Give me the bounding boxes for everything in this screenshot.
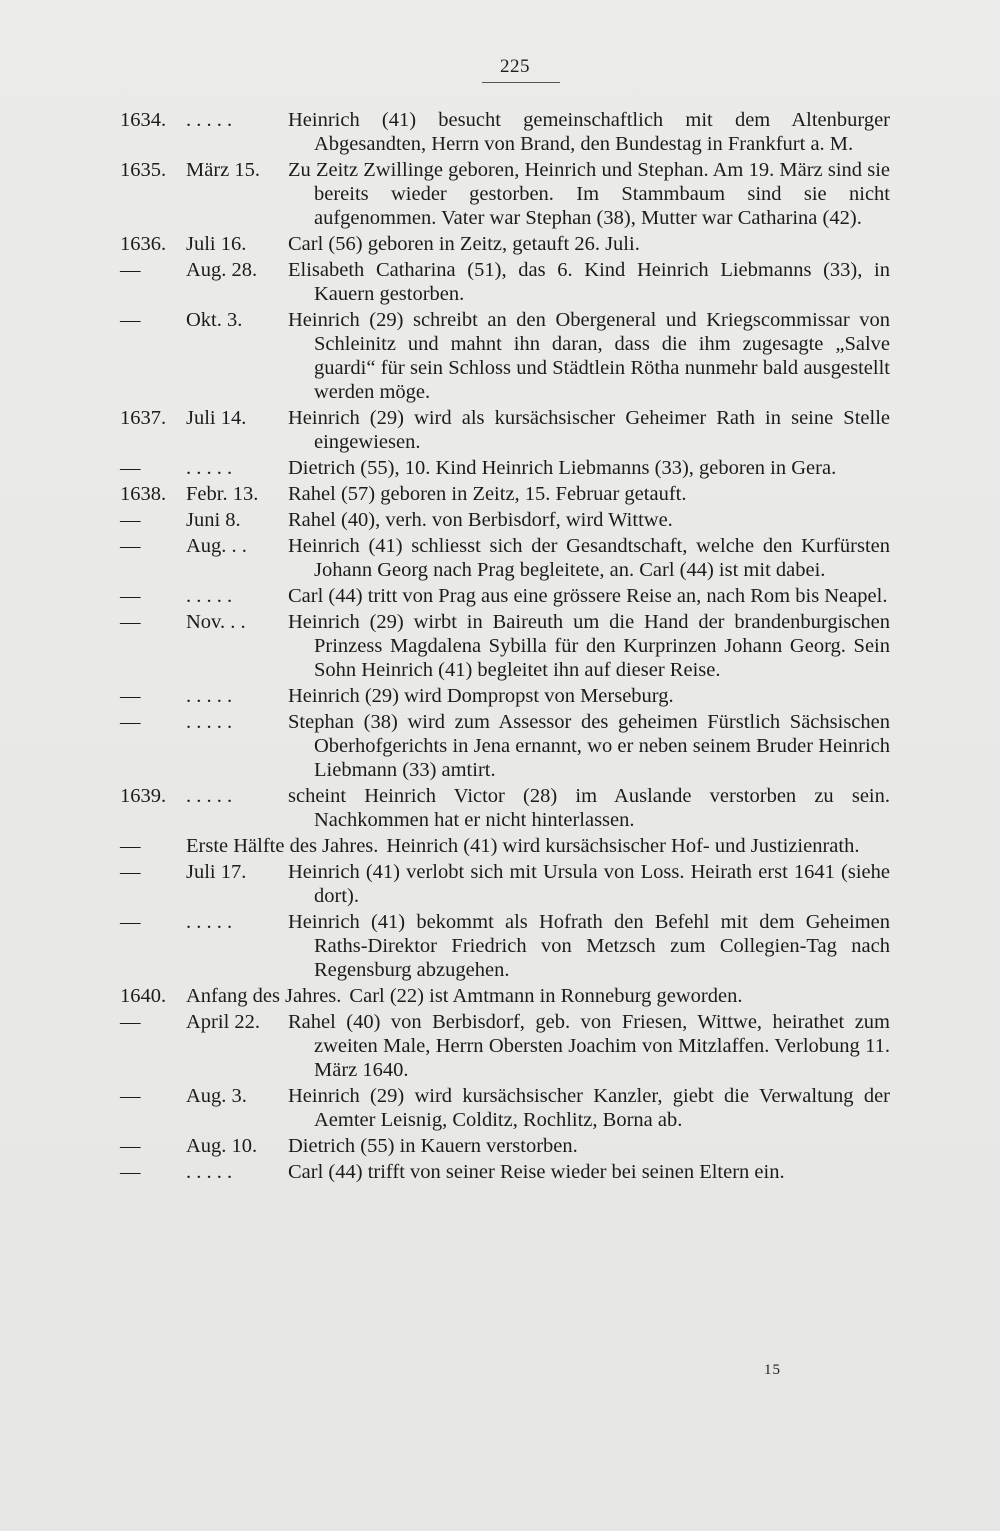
entry-date: Juni 8.: [186, 509, 241, 531]
chronicle-entry: [120, 534, 890, 582]
chronicle-entry: [120, 232, 890, 256]
chronicle-entry: [120, 406, 890, 454]
entry-year: —: [120, 309, 141, 331]
entry-year: —: [120, 1135, 141, 1157]
entry-year: —: [120, 1011, 141, 1033]
entry-year: —: [120, 535, 141, 557]
entry-text: Heinrich (41) schliesst sich der Gesandtschaft, welche den Kurfürsten Johann Georg nach Prag begleitete, an. Carl (44) ist mit dabei.: [288, 535, 890, 581]
entry-text: Zu Zeitz Zwillinge geboren, Heinrich und Stephan. Am 19. März sind sie bereits wieder gestorben. Im Stammbaum sind sie nicht aufgenommen. Vater war Stephan (38), Mutter war Catharina (42).: [288, 159, 890, 229]
chronicle-entry: [120, 482, 890, 506]
chronicle-entry: [120, 684, 890, 708]
chronicle-entry: [120, 108, 890, 156]
entry-date: Aug. . .: [186, 535, 247, 557]
entry-date: . . . . .: [186, 457, 233, 479]
entry-year: 1639.: [120, 785, 167, 807]
entry-text: Carl (44) tritt von Prag aus eine grössere Reise an, nach Rom bis Neapel.: [288, 585, 888, 607]
entry-text: Rahel (57) geboren in Zeitz, 15. Februar getauft.: [288, 483, 687, 505]
entry-text: Heinrich (29) wirbt in Baireuth um die Hand der brandenburgischen Prinzess Magdalena Sybilla für den Kurprinzen Johann Georg. Sein Sohn Heinrich (41) begleitet ihn auf dieser Reise.: [288, 611, 890, 681]
entry-date: . . . . .: [186, 685, 233, 707]
entry-year: —: [120, 685, 141, 707]
entry-year: 1637.: [120, 407, 167, 429]
chronicle-entry: [120, 456, 890, 480]
chronicle-entry: [120, 1160, 890, 1184]
entry-year: —: [120, 911, 141, 933]
entry-year: —: [120, 711, 141, 733]
entry-year: —: [120, 835, 141, 857]
chronicle-entry: [120, 1010, 890, 1082]
page-number-rule: [482, 82, 560, 83]
entry-year: —: [120, 457, 141, 479]
entry-date: März 15.: [186, 159, 261, 181]
entry-date: . . . . .: [186, 109, 233, 131]
entry-text: Heinrich (41) verlobt sich mit Ursula von Loss. Heirath erst 1641 (siehe dort).: [288, 861, 890, 907]
entry-text: scheint Heinrich Victor (28) im Auslande verstorben zu sein. Nachkommen hat er nicht hinterlassen.: [288, 785, 890, 831]
entry-date: . . . . .: [186, 711, 233, 733]
entry-year: 1634.: [120, 109, 167, 131]
entry-date: Aug. 28.: [186, 259, 258, 281]
entry-year: —: [120, 1161, 141, 1183]
entry-date: . . . . .: [186, 785, 233, 807]
entry-date: Nov. . .: [186, 611, 246, 633]
chronicle-entry: [120, 910, 890, 982]
entry-text: Dietrich (55) in Kauern verstorben.: [288, 1135, 578, 1157]
entry-date: Anfang des Jahres.: [186, 985, 342, 1007]
entry-year: 1636.: [120, 233, 167, 255]
entry-year: 1635.: [120, 159, 167, 181]
entry-date: . . . . .: [186, 911, 233, 933]
entry-text: Rahel (40) von Berbisdorf, geb. von Friesen, Wittwe, heirathet zum zweiten Male, Herrn Obersten Joachim von Mitzlaffen. Verlobung 11. März 1640.: [288, 1011, 890, 1081]
entry-year: —: [120, 611, 141, 633]
entry-text: Carl (44) trifft von seiner Reise wieder bei seinen Eltern ein.: [288, 1161, 785, 1183]
entry-year: —: [120, 1085, 141, 1107]
chronicle-entry: [120, 610, 890, 682]
entry-text: Stephan (38) wird zum Assessor des geheimen Fürstlich Sächsischen Oberhofgerichts in Jena ernannt, wo er neben seinem Bruder Heinrich Liebmann (33) amtirt.: [288, 711, 890, 781]
chronicle-entry: [120, 860, 890, 908]
chronicle-entry: [120, 258, 890, 306]
entry-date: April 22.: [186, 1011, 261, 1033]
entry-text: Heinrich (41) wird kursächsischer Hof- und Justizienrath.: [386, 835, 860, 857]
entry-year: 1638.: [120, 483, 167, 505]
entry-date: Aug. 10.: [186, 1135, 258, 1157]
chronicle-entry: [120, 584, 890, 608]
chronicle-entry: [120, 508, 890, 532]
chronicle-entry: [120, 784, 890, 832]
chronicle-entry: [120, 158, 890, 230]
chronicle-entry: [120, 308, 890, 404]
chronicle-entry: [120, 834, 890, 858]
entry-text: Carl (22) ist Amtmann in Ronneburg geworden.: [349, 985, 743, 1007]
entry-date: Juli 14.: [186, 407, 247, 429]
entry-year: —: [120, 509, 141, 531]
entry-text: Heinrich (29) wird kursächsischer Kanzler, giebt die Verwaltung der Aemter Leisnig, Colditz, Rochlitz, Borna ab.: [288, 1085, 890, 1131]
entry-text: Elisabeth Catharina (51), das 6. Kind Heinrich Liebmanns (33), in Kauern gestorben.: [288, 259, 890, 305]
entry-date: Aug. 3.: [186, 1085, 247, 1107]
entry-text: Rahel (40), verh. von Berbisdorf, wird Wittwe.: [288, 509, 673, 531]
entry-date: Okt. 3.: [186, 309, 243, 331]
page-number: 225: [500, 56, 530, 77]
entry-year: —: [120, 259, 141, 281]
entry-date: Juli 16.: [186, 233, 247, 255]
signature-mark: 15: [764, 1362, 781, 1378]
entry-text: Heinrich (29) wird als kursächsischer Geheimer Rath in seine Stelle eingewiesen.: [288, 407, 890, 453]
chronicle-entries: [120, 108, 890, 1186]
entry-text: Heinrich (41) besucht gemeinschaftlich mit dem Altenburger Abgesandten, Herrn von Brand, den Bundestag in Frankfurt a. M.: [288, 109, 890, 155]
entry-text: Heinrich (29) schreibt an den Obergeneral und Kriegscommissar von Schleinitz und mahnt ihn daran, dass die ihm zugesagte „Salve guardi“ für sein Schloss und Städtlein Rötha nunmehr bald ausgestellt werden möge.: [288, 309, 890, 403]
entry-year: 1640.: [120, 985, 167, 1007]
entry-date: . . . . .: [186, 585, 233, 607]
entry-text: Carl (56) geboren in Zeitz, getauft 26. Juli.: [288, 233, 640, 255]
chronicle-entry: [120, 710, 890, 782]
entry-date: . . . . .: [186, 1161, 233, 1183]
entry-date: Febr. 13.: [186, 483, 259, 505]
chronicle-entry: [120, 1134, 890, 1158]
entry-text: Heinrich (41) bekommt als Hofrath den Befehl mit dem Geheimen Raths-Direktor Friedrich von Metzsch zum Collegien-Tag nach Regensburg abzugehen.: [288, 911, 890, 981]
entry-date: Juli 17.: [186, 861, 247, 883]
entry-year: —: [120, 861, 141, 883]
chronicle-entry: [120, 984, 890, 1008]
entry-date: Erste Hälfte des Jahres.: [186, 835, 379, 857]
entry-text: Heinrich (29) wird Dompropst von Merseburg.: [288, 685, 674, 707]
entry-text: Dietrich (55), 10. Kind Heinrich Liebmanns (33), geboren in Gera.: [288, 457, 837, 479]
entry-year: —: [120, 585, 141, 607]
chronicle-entry: [120, 1084, 890, 1132]
